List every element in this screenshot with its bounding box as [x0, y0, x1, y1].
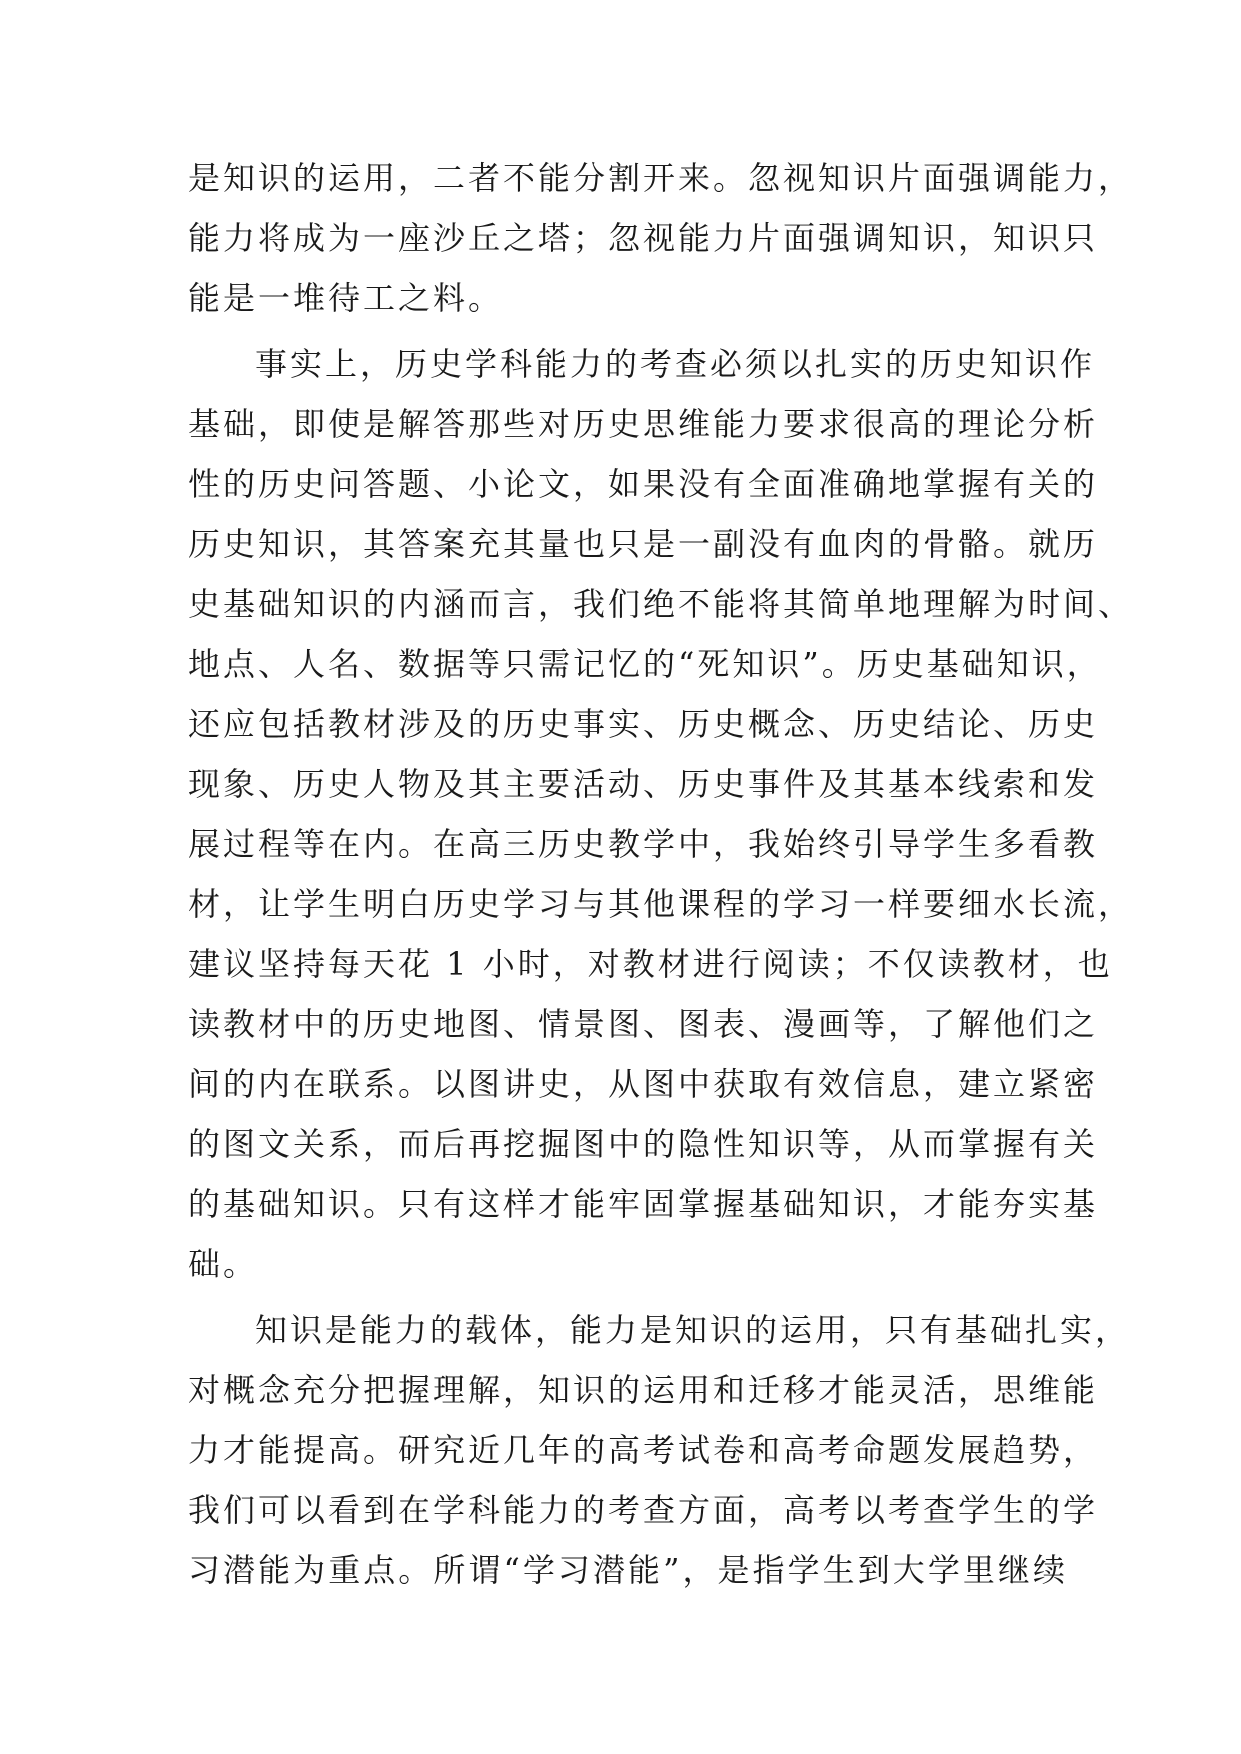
body-text — [188, 148, 1134, 1600]
text-line: 力才能提高。研究近几年的高考试卷和高考命题发展趋势， — [188, 1431, 1099, 1469]
text-line: 础。 — [188, 1245, 259, 1283]
text-line: 材，让学生明白历史学习与其他课程的学习一样要细水长流， — [188, 885, 1134, 923]
paragraph — [188, 1300, 1131, 1600]
paragraph — [188, 334, 1134, 1294]
text-line: 建议坚持每天花 1 小时，对教材进行阅读；不仅读教材，也 — [188, 945, 1113, 983]
text-line: 我们可以看到在学科能力的考查方面，高考以考查学生的学 — [188, 1491, 1099, 1529]
text-line: 知识是能力的载体，能力是知识的运用，只有基础扎实， — [255, 1311, 1131, 1349]
paragraph — [188, 148, 1134, 328]
text-line: 性的历史问答题、小论文，如果没有全面准确地掌握有关的 — [188, 465, 1099, 503]
text-line: 史基础知识的内涵而言，我们绝不能将其简单地理解为时间、 — [188, 585, 1134, 623]
text-line: 读教材中的历史地图、情景图、图表、漫画等，了解他们之 — [188, 1005, 1099, 1043]
text-line: 能是一堆待工之料。 — [188, 279, 504, 317]
text-line: 是知识的运用，二者不能分割开来。忽视知识片面强调能力， — [188, 159, 1134, 197]
text-line: 的图文关系，而后再挖掘图中的隐性知识等，从而掌握有关 — [188, 1125, 1099, 1163]
text-line: 间的内在联系。以图讲史，从图中获取有效信息，建立紧密 — [188, 1065, 1099, 1103]
text-line: 的基础知识。只有这样才能牢固掌握基础知识，才能夯实基 — [188, 1185, 1099, 1223]
text-line: 还应包括教材涉及的历史事实、历史概念、历史结论、历史 — [188, 705, 1099, 743]
text-line: 展过程等在内。在高三历史教学中，我始终引导学生多看教 — [188, 825, 1099, 863]
text-line: 习潜能为重点。所谓“学习潜能”，是指学生到大学里继续 — [188, 1551, 1068, 1589]
text-line: 历史知识，其答案充其量也只是一副没有血肉的骨骼。就历 — [188, 525, 1099, 563]
text-line: 现象、历史人物及其主要活动、历史事件及其基本线索和发 — [188, 765, 1099, 803]
text-line: 能力将成为一座沙丘之塔；忽视能力片面强调知识，知识只 — [188, 219, 1099, 257]
text-line: 地点、人名、数据等只需记忆的“死知识”。历史基础知识， — [188, 645, 1102, 683]
text-line: 事实上，历史学科能力的考查必须以扎实的历史知识作 — [255, 345, 1096, 383]
text-line: 对概念充分把握理解，知识的运用和迁移才能灵活，思维能 — [188, 1371, 1099, 1409]
text-line: 基础，即使是解答那些对历史思维能力要求很高的理论分析 — [188, 405, 1099, 443]
